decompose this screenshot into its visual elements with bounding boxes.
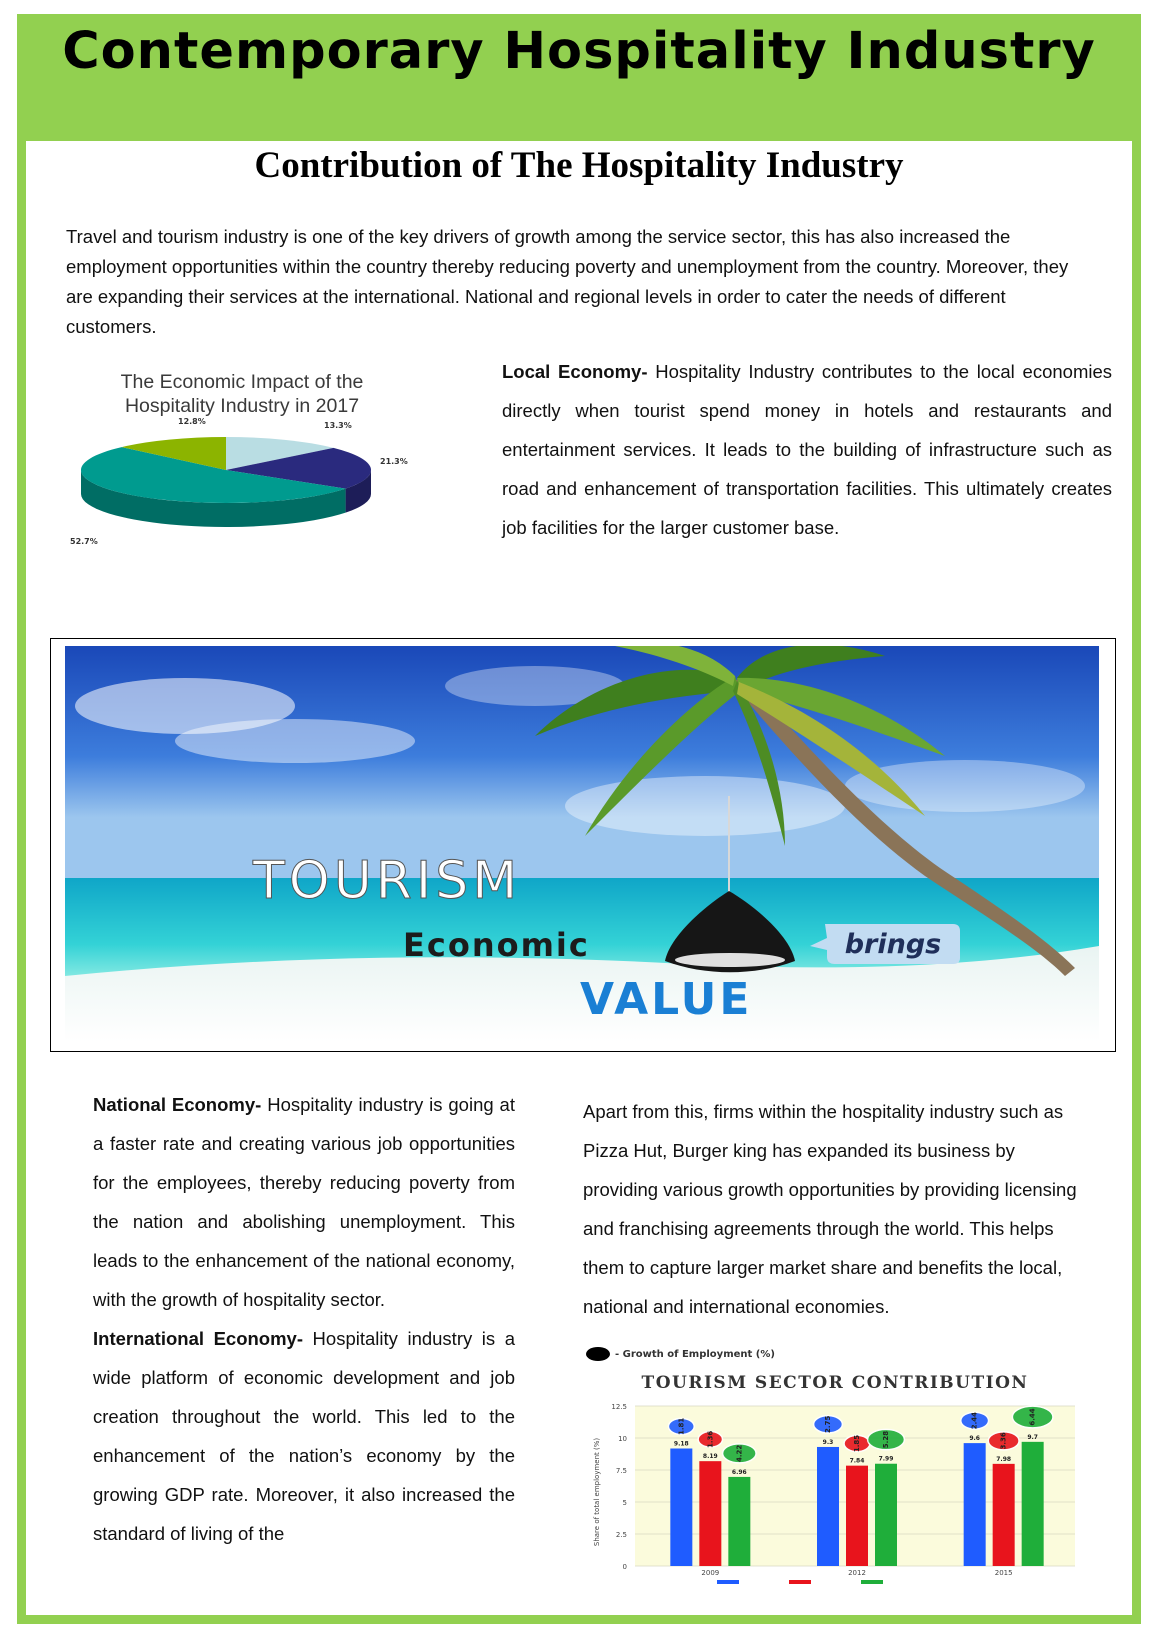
page-title: Contemporary Hospitality Industry (62, 22, 1096, 81)
pie-slice-label: 13.3% (324, 421, 352, 430)
y-tick-label: 7.5 (615, 1467, 627, 1475)
bar (1022, 1442, 1044, 1566)
y-tick-label: 0 (622, 1563, 627, 1571)
legend-swatch (789, 1580, 811, 1584)
pie-slice-label: 12.8% (178, 417, 206, 426)
bar (993, 1464, 1015, 1566)
international-economy-text: Hospitality industry is a wide platform of economic development and job creation throughout the world. This led to the enhancement of the nation’s economy by the growing GDP rate. Moreover, it also increased the standard of living of the (93, 1328, 515, 1544)
bar (964, 1443, 986, 1566)
bar-value-label: 9.6 (969, 1435, 980, 1443)
growth-bubble-label: 1.85 (853, 1434, 861, 1453)
intro-paragraph: Travel and tourism industry is one of the key drivers of growth among the service sector, this has also increased the employment opportunities within the country thereby reducing poverty and unemployment from the country. Moreover, they are expanding their services at the international. National and regional levels in order to cater the needs of different customers. (66, 226, 1069, 337)
legend-marker-text: - Growth of Employment (%) (615, 1349, 775, 1360)
pie-title-line1: The Economic Impact of the (120, 371, 364, 393)
franchise-paragraph: Apart from this, firms within the hospitality industry such as Pizza Hut, Burger king has expanded its business by providing various growth opportunities by providing licensing and franchising agreements through the world. This helps them to capture larger market share and benefits the local, national and international economies. (583, 1101, 1077, 1317)
growth-bubble-label: 6.44 (1028, 1408, 1037, 1426)
growth-bubble-label: 1.36 (706, 1430, 715, 1448)
national-economy-text: Hospitality industry is going at a faster rate and creating various job opportunities for the employees, thereby reducing poverty from the nation and abolishing unemployment. This leads to the enhancement of the national economy, with the growth of hospitality sector. (93, 1094, 515, 1310)
banner-word-tourism: TOURISM (253, 851, 522, 911)
x-tick-label: 2012 (848, 1569, 866, 1577)
bar-x-ticks (701, 1569, 1012, 1577)
legend-swatch (861, 1580, 883, 1584)
national-economy-label: National Economy- (93, 1094, 262, 1115)
y-tick-label: 10 (618, 1435, 627, 1443)
bar-value-label: 6.96 (731, 1468, 747, 1476)
pie-slices (81, 437, 371, 503)
banner-word-brings: brings (844, 929, 942, 960)
x-tick-label: 2009 (701, 1569, 720, 1577)
bar-value-label: 8.19 (702, 1453, 718, 1461)
bar-value-label: 9.3 (822, 1438, 834, 1446)
bar (817, 1447, 839, 1566)
bar-value-label: 7.99 (878, 1455, 894, 1463)
local-economy-text: Hospitality Industry contributes to the local economies directly when tourist spend money in hotels and restaurants and entertainment services. It leads to the building of infrastructure such as road and enhancement of transportation facilities. This ultimately creates job facilities for the larger customer base. (502, 361, 1113, 538)
pie-chart-svg (66, 370, 446, 580)
legend-swatch (717, 1580, 739, 1584)
growth-bubble-label: 1.81 (677, 1417, 686, 1436)
bar-chart-title: TOURISM SECTOR CONTRIBUTION (641, 1373, 1029, 1393)
bar (846, 1466, 868, 1566)
pie-slice-label: 52.7% (70, 537, 98, 546)
bar-y-axis-label: Share of total employment (%) (593, 1437, 601, 1547)
bar-legend-swatches (717, 1580, 883, 1584)
bar (670, 1448, 692, 1566)
national-economy-paragraph (93, 1085, 515, 1319)
banner-word-value: VALUE (580, 974, 753, 1025)
pie-title-line2: Hospitality Industry in 2017 (124, 395, 360, 417)
y-tick-label: 2.5 (615, 1531, 627, 1539)
international-economy-label: International Economy- (93, 1328, 303, 1349)
tourism-banner-image (65, 646, 1099, 1042)
bar-value-label: 9.18 (673, 1440, 689, 1448)
local-economy-paragraph (502, 352, 1112, 547)
bar-chart-svg (585, 1342, 1085, 1590)
pie-slice-label: 21.3% (380, 457, 408, 466)
pie-chart (66, 370, 446, 580)
bar (728, 1477, 750, 1566)
bar-y-ticks (611, 1403, 627, 1571)
legend-marker-dot (586, 1347, 610, 1361)
bar (875, 1464, 897, 1566)
bar-value-label: 7.84 (849, 1457, 865, 1465)
x-tick-label: 2015 (994, 1569, 1013, 1577)
section-title: Contribution of The Hospitality Industry (254, 145, 904, 186)
bar-chart (585, 1342, 1085, 1590)
y-tick-label: 5 (622, 1499, 627, 1507)
growth-bubble-label: 2.75 (824, 1415, 832, 1433)
local-economy-label: Local Economy- (502, 361, 648, 382)
y-tick-label: 12.5 (611, 1403, 627, 1411)
international-economy-paragraph (93, 1319, 515, 1553)
growth-bubble-label: 3.36 (999, 1432, 1008, 1450)
growth-bubble-label: 2.44 (970, 1412, 979, 1430)
growth-bubble-label: 5.28 (882, 1430, 890, 1449)
banner-word-economic: Economic (403, 926, 590, 964)
national-economy-block (93, 1085, 515, 1553)
bar-value-label: 9.7 (1027, 1433, 1038, 1441)
growth-bubble-label: 4.22 (735, 1444, 744, 1463)
bar (699, 1461, 721, 1566)
bar-value-label: 7.98 (996, 1455, 1012, 1463)
tourism-banner (50, 638, 1116, 1052)
